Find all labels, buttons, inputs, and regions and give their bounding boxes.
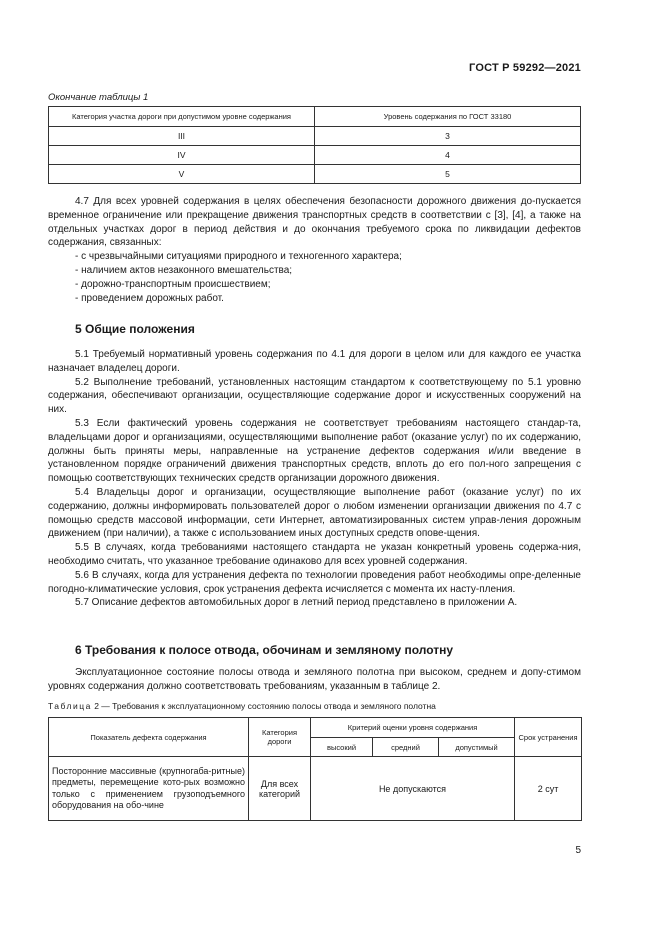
table1-col2-header: Уровень содержания по ГОСТ 33180 (315, 107, 581, 127)
paragraph: 5.7 Описание дефектов автомобильных дорог в летний период представлено в приложении А. (75, 597, 518, 609)
paragraph: 5.1 Требуемый нормативный уровень содержания по 4.1 для дороги в целом или для каждого ее участка назначает владелец дороги. (48, 349, 581, 374)
table2-term-cell: 2 сут (515, 757, 582, 821)
page-number: 5 (575, 845, 581, 856)
table-row (49, 146, 581, 165)
table1-category-cell: IV (49, 146, 315, 165)
table1 (48, 106, 581, 184)
paragraph: Эксплуатационное состояние полосы отвода и земляного полотна при высоком, среднем и допу-стимом уровнях содержания должно соответствовать требованиям, указанным в таблице 2. (48, 667, 581, 692)
table1-category-cell: V (49, 165, 315, 184)
table2-criterion-cell: Не допускаются (311, 757, 515, 821)
table2-high-header: высокий (311, 738, 373, 757)
list-item: - дорожно-транспортным происшествием; (75, 278, 271, 290)
list-item: - наличием актов незаконного вмешательства; (75, 264, 293, 276)
table-row (49, 165, 581, 184)
section-6-heading: 6 Требования к полосе отвода, обочинам и земляному полотну (75, 643, 454, 657)
paragraph: 5.2 Выполнение требований, установленных настоящим стандартом к соответствующему по 5.1 уровню содержания, обеспечивают организации, осуществляющие содержание дорог и искусственных сооружений на них. (48, 376, 581, 416)
list-item: - с чрезвычайными ситуациями природного и техногенного характера; (75, 251, 402, 263)
paragraph: 4.7 Для всех уровней содержания в целях обеспечения безопасности дорожного движения до-пускается временное ограничение или прекращение движения транспортных средств в соответствии с [3], [4], а также на отдельных участках дорог в период действия и до окончания требуемого срока по ликвидации дефектов содержания, связанных: (48, 196, 581, 249)
section-6-body (48, 666, 581, 694)
table-row (49, 127, 581, 146)
table2-category-cell: Для всех категорий (249, 757, 311, 821)
table2-medium-header: средний (373, 738, 439, 757)
table2-caption (48, 701, 436, 711)
table2-caption-word: Таблица (48, 701, 92, 711)
table2-header-row (49, 718, 582, 738)
table1-col1-header: Категория участка дороги при допустимом уровне содержания (49, 107, 315, 127)
paragraph: 5.3 Если фактический уровень содержания не соответствует требованиям настоящего стандар-та, владельцами дорог и организациями, осуществляющими выполнение работ (оказание услуг) по их содержанию, должны быть приняты меры, направленные на устранение дефектов содержания и/или введение в установленном порядке ограничений движения транспортных средств, вплоть до его пол-ного запрещения с помощью соответствующих технических средств организации дорожного движения. (48, 417, 581, 485)
table1-level-cell: 5 (315, 165, 581, 184)
table2-defect-header: Показатель дефекта содержания (49, 718, 249, 757)
table1-caption: Окончание таблицы 1 (48, 92, 149, 103)
table-row (49, 757, 582, 821)
document-id: ГОСТ Р 59292—2021 (469, 62, 581, 74)
table1-level-cell: 4 (315, 146, 581, 165)
table1-header-row (49, 107, 581, 127)
table2-category-header: Категория дороги (249, 718, 311, 757)
clause-4-7 (48, 195, 581, 305)
table2-defect-cell: Посторонние массивные (крупногаба-ритные) предметы, перемещение кото-рых возможно только с применением грузоподъемного оборудования на обо-чине (49, 757, 249, 821)
table2-term-header: Срок устранения (515, 718, 582, 757)
section-5-body (48, 348, 581, 610)
paragraph: 5.5 В случаях, когда требованиями настоящего стандарта не указан конкретный уровень содержа-ния, необходимо считать, что указанное требование одинаково для всех уровней содержания. (48, 542, 581, 567)
list-item: - проведением дорожных работ. (75, 292, 224, 304)
table2 (48, 717, 582, 821)
table2-caption-text: 2 — Требования к эксплуатационному состоянию полосы отвода и земляного полотна (91, 701, 436, 711)
paragraph: 5.6 В случаях, когда для устранения дефекта по технологии проведения работ необходимы опре-деленные погодно-климатические условия, срок устранения дефекта исчисляется с момента их насту-пления. (48, 569, 581, 595)
table2-criterion-header: Критерий оценки уровня содержания (311, 718, 515, 738)
section-5-heading: 5 Общие положения (75, 322, 195, 336)
table1-category-cell: III (49, 127, 315, 146)
table1-level-cell: 3 (315, 127, 581, 146)
paragraph: 5.4 Владельцы дорог и организации, осуществляющие выполнение работ (оказание услуг) по их содержанию, должны информировать пользователей дорог о любом изменении организации движения по 4.7 с помощью средств массовой информации, сети Интернет, автоматизированных систем управ-ления дорожным движением (при наличии), а также с использованием иных доступных средств опове-щения. (48, 486, 581, 540)
table2-allowable-header: допустимый (439, 738, 515, 757)
